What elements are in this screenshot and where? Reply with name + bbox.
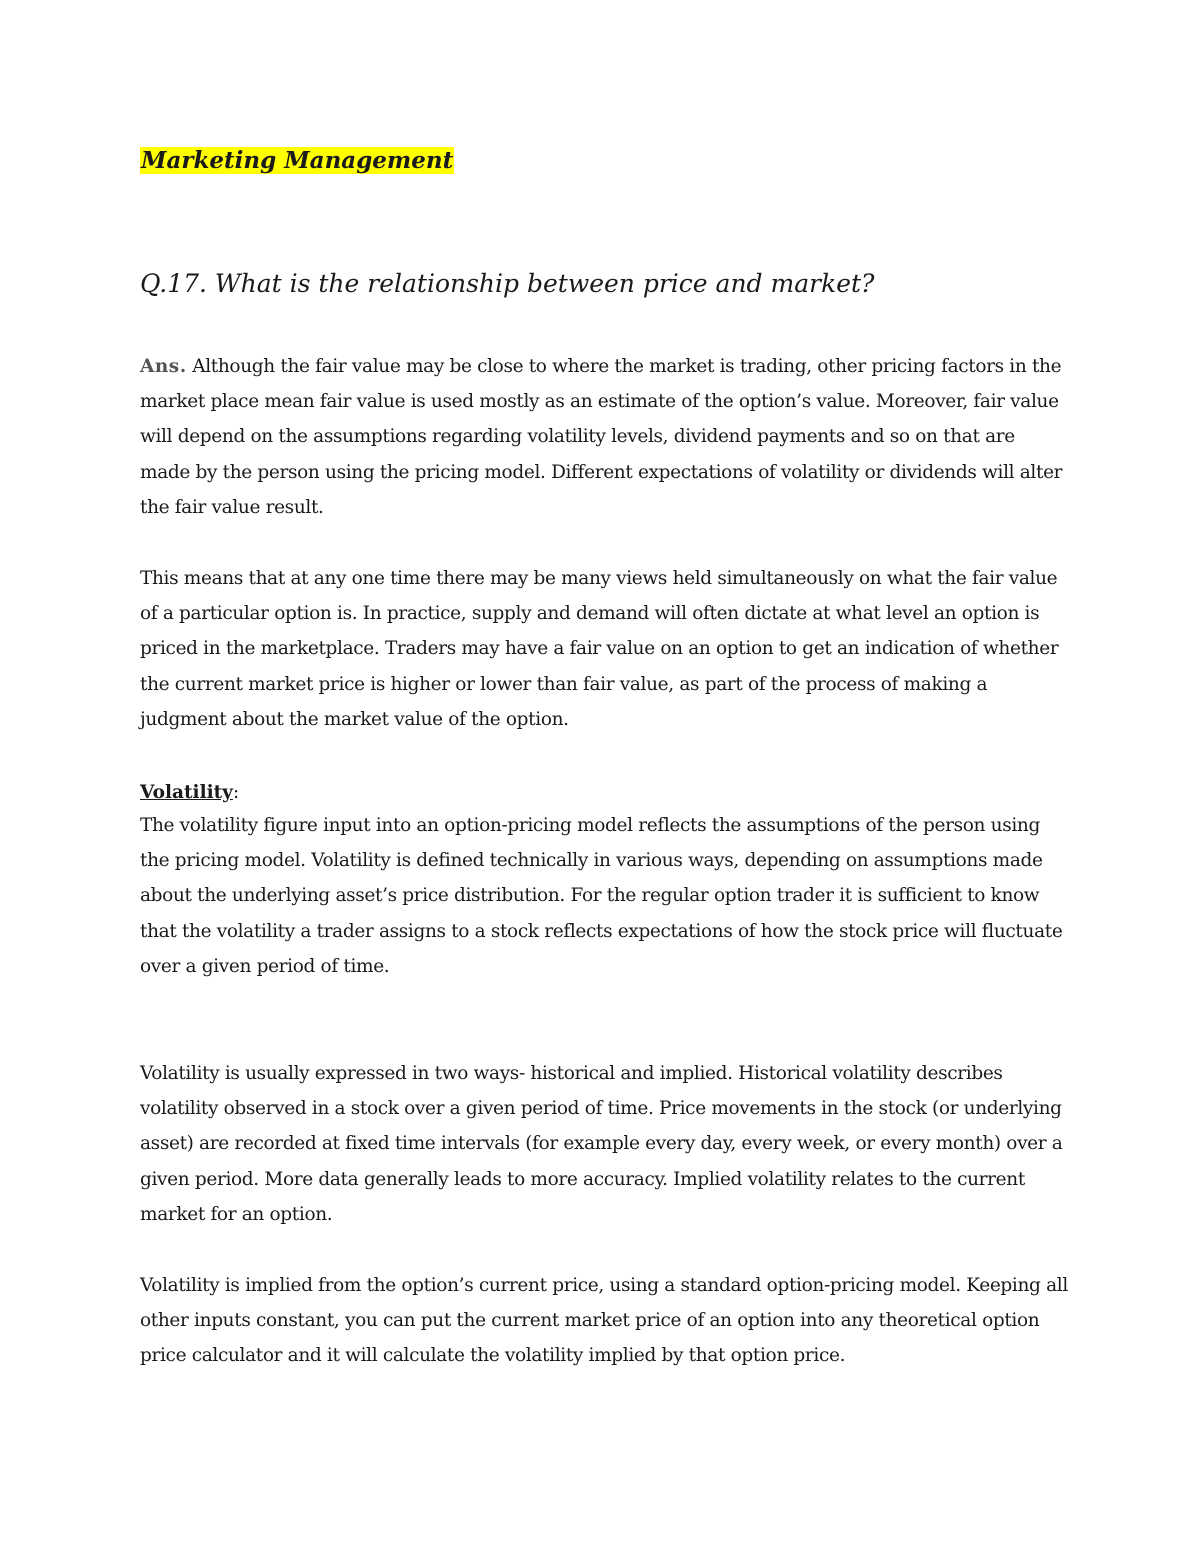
paragraph-volatility-definition: The volatility figure input into an option-pricing model reflects the assumptions of the person using the pricing model. Volatility is defined technically in various ways, depending on assumptions made about the underlying asset’s price distribution. For the regular option trader it is sufficient to know that the volatility a trader assigns to a stock reflects expectations of how the stock price will fluctuate over a given period of time.: [140, 815, 1063, 977]
answer-paragraph: [140, 349, 1070, 525]
document-title-text: Marketing Management: [141, 147, 454, 174]
answer-text: Although the fair value may be close to where the market is trading, other pricing factors in the market place mean fair value is used mostly as an estimate of the option’s value. Moreover, fair value will depend on the assumptions regarding volatility levels, dividend payments and so on that are made by the person using the pricing model. Different expectations of volatility or dividends will alter the fair value result.: [140, 356, 1063, 518]
section-heading-volatility: [140, 775, 239, 810]
section-heading-colon: :: [232, 782, 240, 803]
question-heading: Q.17. What is the relationship between price and market?: [140, 269, 875, 298]
section-heading-text: Volatility: [140, 782, 233, 803]
paragraph-volatility-types: Volatility is usually expressed in two ways- historical and implied. Historical volatility describes volatility observed in a stock over a given period of time. Price movements in the stock (or underlying asset) are recorded at fixed time intervals (for example every day, every week, or every month) over a given period. More data generally leads to more accuracy. Implied volatility relates to the current market for an option.: [140, 1063, 1063, 1225]
document-title: [140, 143, 454, 179]
answer-label: Ans.: [140, 356, 187, 377]
paragraph-implied-volatility: Volatility is implied from the option’s current price, using a standard option-pricing model. Keeping all other inputs constant, you can put the current market price of an option into any theoretical option price calculator and it will calculate the volatility implied by that option price.: [140, 1275, 1068, 1367]
paragraph-fair-value-views: This means that at any one time there may be many views held simultaneously on what the fair value of a particular option is. In practice, supply and demand will often dictate at what level an option is priced in the marketplace. Traders may have a fair value on an option to get an indication of whether the current market price is higher or lower than fair value, as part of the process of making a judgment about the market value of the option.: [140, 568, 1059, 730]
